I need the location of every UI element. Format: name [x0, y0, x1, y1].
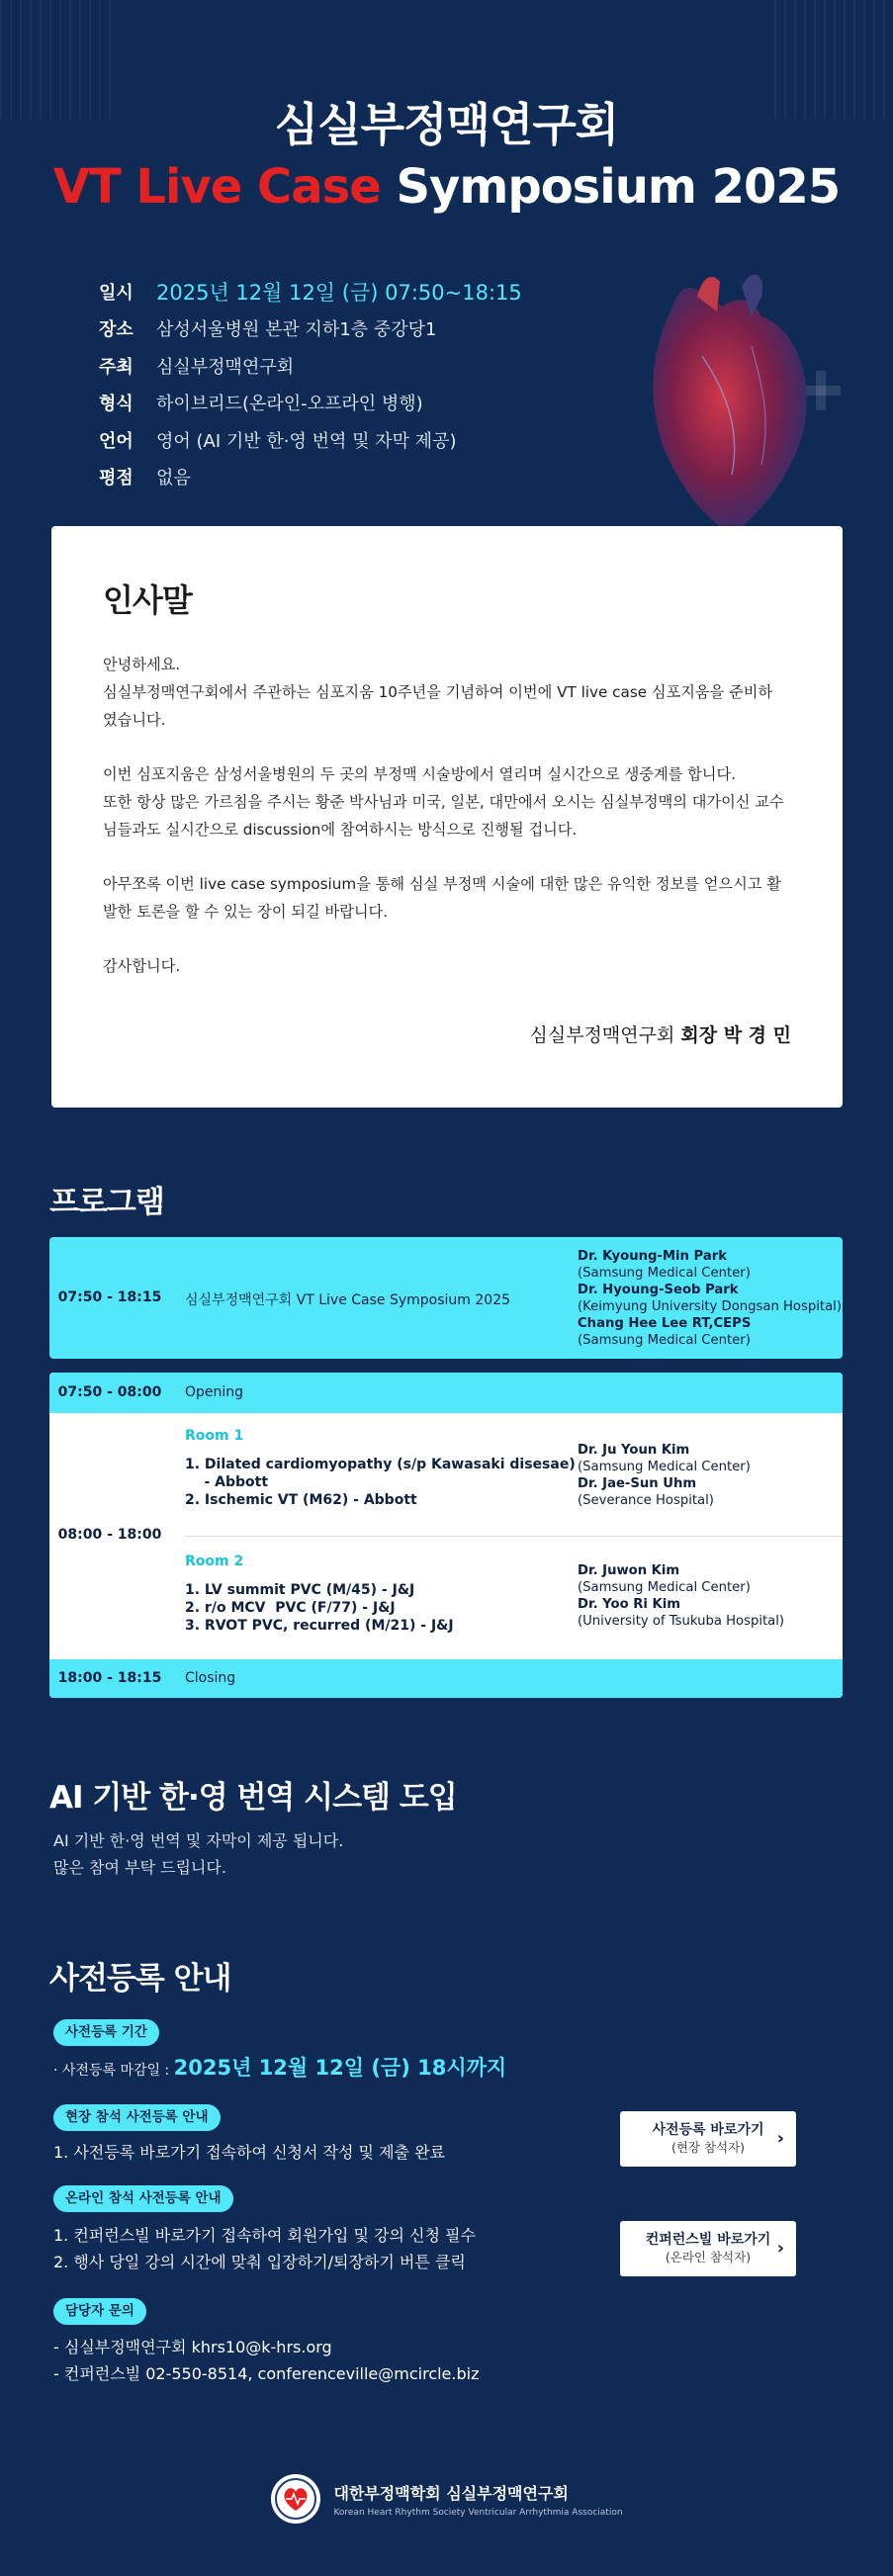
room2-speakers: [578, 1562, 784, 1630]
talk-list: [185, 1456, 576, 1509]
program-time: 08:00 - 18:00: [57, 1527, 162, 1543]
contact-pill: 담당자 문의: [53, 2298, 146, 2325]
talk-item: - Abbott: [185, 1474, 269, 1490]
speaker-affiliation: (Samsung Medical Center): [578, 1266, 751, 1281]
talk-item: 1. Dilated cardiomyopathy (s/p Kawasaki disesae): [185, 1457, 576, 1472]
hero-section: [0, 0, 893, 534]
signature-org: 심실부정맥연구회: [529, 1024, 681, 1046]
ai-line: 많은 참여 부탁 드립니다.: [53, 1858, 226, 1877]
info-value: 영어 (AI 기반 한·영 번역 및 자막 제공): [156, 430, 457, 452]
info-label: 평점: [99, 468, 134, 489]
program-time: 18:00 - 18:15: [57, 1670, 162, 1686]
hero-title-line2: [0, 155, 893, 219]
contact-line: - 컨퍼런스빌 02-550-8514, conferenceville@mcircle.biz: [53, 2364, 480, 2383]
greeting-line: 안녕하세요.: [103, 656, 181, 673]
online-line: 2. 행사 당일 강의 시간에 맞춰 입장하기/퇴장하기 버튼 클릭: [53, 2253, 466, 2271]
speaker-affiliation: (Severance Hospital): [578, 1493, 714, 1508]
speaker-name: Dr. Yoo Ri Kim: [578, 1597, 680, 1612]
speaker-name: Dr. Kyoung-Min Park: [578, 1249, 727, 1264]
greeting-line: 아무쪼록 이번 live case symposium을 통해 심실 부정맥 시술에 대한 많은 유익한 정보를 얻으시고 활: [103, 875, 781, 893]
footer-title: 대한부정맥학회 심실부정맥연구회: [333, 2483, 569, 2503]
ai-line: AI 기반 한·영 번역 및 자막이 제공 됩니다.: [53, 1831, 344, 1850]
contact-line: - 심실부정맥연구회 khrs10@k-hrs.org: [53, 2338, 332, 2356]
button-label: 사전등록 바로가기: [652, 2122, 764, 2138]
chevron-right-icon: ›: [776, 2128, 784, 2149]
talk-list: [185, 1581, 454, 1635]
program-schedule-table: [49, 1373, 843, 1698]
info-row-language: [99, 421, 522, 459]
speaker-affiliation: (Samsung Medical Center): [578, 1333, 751, 1348]
info-row-host: [99, 347, 522, 385]
event-info: [99, 273, 522, 495]
period-pill: 사전등록 기간: [53, 2019, 159, 2046]
speaker-name: Dr. Juwon Kim: [578, 1563, 680, 1578]
speaker-affiliation: (Samsung Medical Center): [578, 1460, 751, 1474]
conferenceville-button[interactable]: [620, 2221, 796, 2276]
info-label: 형식: [99, 394, 134, 415]
program-session-title: Opening: [185, 1384, 244, 1400]
greeting-card: [51, 526, 843, 1108]
program-speakers: [578, 1248, 842, 1349]
footer: [0, 2464, 893, 2533]
greeting-line: 또한 항상 많은 가르침을 주시는 황준 박사님과 미국, 일본, 대만에서 오시는 심실부정맥의 대가이신 교수: [103, 793, 784, 811]
room-label: Room 2: [185, 1554, 244, 1569]
info-value: 없음: [156, 468, 191, 489]
speaker-affiliation: (University of Tsukuba Hospital): [578, 1614, 785, 1629]
greeting-line: 발한 토론을 할 수 있는 장이 되길 바랍니다.: [103, 903, 389, 921]
info-row-date: [99, 273, 522, 311]
deadline-value: 2025년 12월 12일 (금) 18시까지: [173, 2056, 507, 2080]
onsite-pill: 현장 참석 사전등록 안내: [53, 2104, 221, 2131]
program-closing-row: [49, 1659, 843, 1698]
talk-item: 2. r/o MCV PVC (F/77) - J&J: [185, 1600, 396, 1616]
ai-description: [53, 1827, 343, 1881]
info-row-venue: [99, 311, 522, 348]
hero-title-white: Symposium 2025: [380, 159, 841, 215]
button-sublabel: (온라인 참석자): [665, 2250, 752, 2265]
online-lines: [53, 2222, 476, 2275]
registration-title: 사전등록 안내: [49, 1961, 231, 1997]
info-label: 일시: [99, 282, 134, 304]
info-label: 주최: [99, 356, 134, 378]
speaker-name: Dr. Ju Youn Kim: [578, 1443, 690, 1458]
talk-item: 3. RVOT PVC, recurred (M/21) - J&J: [185, 1618, 454, 1634]
greeting-line: 감사합니다.: [103, 957, 181, 975]
deadline-line: [53, 2055, 506, 2085]
society-logo-icon: [270, 2473, 321, 2525]
signature-name: 회장 박 경 민: [680, 1024, 791, 1046]
greeting-line: 이번 심포지움은 삼성서울병원의 두 곳의 부정맥 시술방에서 열리며 실시간으로 생중계를 합니다.: [103, 765, 736, 783]
info-value: 심실부정맥연구회: [156, 356, 295, 378]
speaker-name: Dr. Jae-Sun Uhm: [578, 1476, 697, 1491]
program-time: 07:50 - 18:15: [57, 1289, 162, 1305]
room2-block: [185, 1554, 454, 1635]
onsite-line: 1. 사전등록 바로가기 접속하여 신청서 작성 및 제출 완료: [53, 2143, 445, 2162]
info-value: 삼성서울병원 본관 지하1층 중강당1: [156, 319, 437, 341]
greeting-line: 였습니다.: [103, 711, 166, 729]
program-title: 프로그램: [49, 1185, 164, 1220]
greeting-signature: [530, 1021, 792, 1047]
footer-subtitle: Korean Heart Rhythm Society Ventricular Arrhythmia Association: [333, 2507, 623, 2518]
hero-title-red: VT Live Case: [52, 159, 381, 215]
footer-text: [333, 2481, 622, 2518]
room-label: Room 1: [185, 1428, 244, 1444]
button-sublabel: (현장 참석자): [670, 2140, 746, 2155]
greeting-line: 님들과도 실시간으로 discussion에 참여하시는 방식으로 진행될 겁니다.: [103, 821, 578, 839]
info-row-credit: [99, 459, 522, 496]
info-label: 언어: [99, 430, 134, 452]
speaker-affiliation: (Samsung Medical Center): [578, 1580, 751, 1595]
info-label: 장소: [99, 319, 134, 341]
talk-item: 2. Ischemic VT (M62) - Abbott: [185, 1492, 417, 1508]
contact-lines: [53, 2334, 480, 2387]
info-value: 하이브리드(온라인-오프라인 병행): [156, 394, 423, 415]
deadline-label: · 사전등록 마감일 :: [53, 2063, 174, 2079]
onsite-register-button[interactable]: [620, 2111, 796, 2167]
program-time: 07:50 - 08:00: [57, 1384, 162, 1400]
speaker-name: Chang Hee Lee RT,CEPS: [578, 1316, 752, 1331]
program-opening-row: [49, 1373, 843, 1413]
heart-illustration-icon: [603, 267, 860, 534]
room1-speakers: [578, 1442, 751, 1509]
room1-block: [185, 1428, 576, 1509]
info-row-format: [99, 385, 522, 422]
program-session-title: Closing: [185, 1670, 236, 1686]
info-value: 2025년 12월 12일 (금) 07:50~18:15: [156, 280, 522, 305]
greeting-title: 인사말: [103, 581, 192, 619]
chevron-right-icon: ›: [776, 2238, 784, 2259]
greeting-line: 심실부정맥연구회에서 주관하는 심포지움 10주년을 기념하여 이번에 VT live case 심포지움을 준비하: [103, 683, 773, 701]
program-main-row: [49, 1237, 843, 1359]
speaker-name: Dr. Hyoung-Seob Park: [578, 1283, 739, 1297]
room-divider: [185, 1536, 843, 1537]
online-pill: 온라인 참석 사전등록 안내: [53, 2185, 233, 2212]
hero-title-line1: 심실부정맥연구회: [274, 98, 619, 151]
button-label: 컨퍼런스빌 바로가기: [645, 2232, 771, 2248]
program-session-title: 심실부정맥연구회 VT Live Case Symposium 2025: [185, 1292, 511, 1308]
speaker-affiliation: (Keimyung University Dongsan Hospital): [578, 1299, 842, 1314]
online-line: 1. 컨퍼런스빌 바로가기 접속하여 회원가입 및 강의 신청 필수: [53, 2226, 476, 2245]
talk-item: 1. LV summit PVC (M/45) - J&J: [185, 1582, 415, 1598]
ai-title: AI 기반 한·영 번역 시스템 도입: [49, 1780, 457, 1816]
hero-title: [0, 94, 893, 219]
